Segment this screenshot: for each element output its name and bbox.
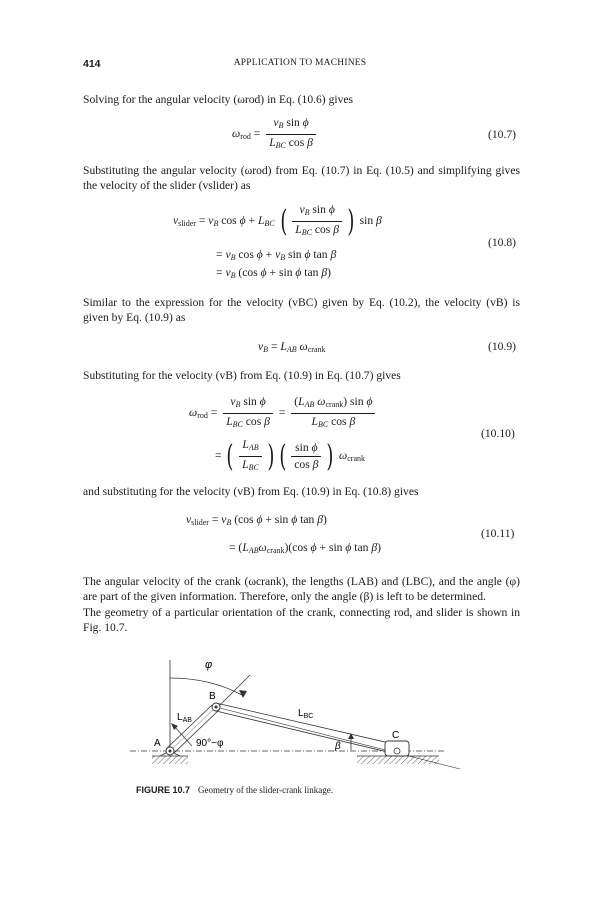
point-a-label: A xyxy=(154,738,161,749)
point-b-label: B xyxy=(209,691,216,702)
point-c-label: C xyxy=(392,730,400,741)
equation-10-11-line-2: = $(L_{AB}\omega_{crank})(\cos$ ϕ + sin ϕ tan β) xyxy=(229,541,381,555)
running-title: APPLICATION TO MACHINES xyxy=(233,58,367,68)
equation-number: (10.11) xyxy=(481,527,515,540)
paragraph-7: The geometry of a particular orientation of the crank, connecting rod, and slider is shown in Fig. 10.7. xyxy=(83,606,520,634)
ground-hatch-slider xyxy=(357,756,439,764)
paragraph-4: Substituting for the velocity (vB) from Eq. (10.9) in Eq. (10.7) gives xyxy=(83,369,401,382)
ground-hatch-a xyxy=(152,756,188,764)
equation-number: (10.8) xyxy=(488,236,517,249)
phi-arrow-line xyxy=(220,675,250,705)
lab-label: $L_{AB}$ xyxy=(177,712,192,724)
equation-10-9: $v_B = L_{AB}$ $\omega_{crank}$ xyxy=(258,340,326,354)
equation-10-7: $\omega_{rod}$ = $\frac{v_B \sin \phi}{L_{BC} \cos \beta}$ xyxy=(232,116,319,153)
paragraph-5: and substituting for the velocity (vB) from Eq. (10.9) in Eq. (10.8) gives xyxy=(83,485,419,498)
page-number: 414 xyxy=(83,58,101,70)
equation-10-10-line-2: = ( $\frac{L_{AB}}{L_{BC}}$ ) ( $\frac{\text{sin ϕ}}{\text{cos β}}$ ) $\omega_{crank}$ xyxy=(215,438,365,474)
figure-caption xyxy=(136,785,333,795)
rod-link-edge xyxy=(216,703,398,745)
paragraph-2: Substituting the angular velocity (ωrod) from Eq. (10.7) in Eq. (10.5) and simplifying gives the velocity of the slider (vslider) as xyxy=(83,164,520,192)
equation-number: (10.10) xyxy=(481,427,515,440)
equation-10-8-line-2: = $v_B$ $\cos \phi + v_B$ sin ϕ tan β xyxy=(216,248,337,262)
phi-label: φ xyxy=(205,659,213,671)
paragraph-3: Similar to the expression for the velocity (vBC) given by Eq. (10.2), the velocity (vB) is given by Eq. (10.9) as xyxy=(83,296,520,324)
figure-caption-text: Geometry of the slider-crank linkage. xyxy=(198,785,334,795)
slider-crank-figure xyxy=(130,650,470,780)
equation-number: (10.9) xyxy=(488,340,517,353)
angle-label: 90°−φ xyxy=(196,738,224,749)
equation-10-10-line-1: $\omega_{rod}$ = $\frac{v_B \sin \phi}{L_{BC} \cos \beta}$ = $\frac{(L_{AB} \omega_{crank}) \sin \phi}{L_{BC} \cos \beta}$ xyxy=(189,395,378,432)
paragraph-1: Solving for the angular velocity (ωrod) in Eq. (10.6) gives xyxy=(83,93,354,106)
figure-caption-label: FIGURE 10.7 xyxy=(136,785,191,795)
equation-number: (10.7) xyxy=(488,128,517,141)
angle-arrow-line xyxy=(174,726,192,746)
equation-10-8-line-1: $v_{slider} = v_B$ $\cos \phi + L_{BC}$ ( $\frac{v_B \sin \phi}{L_{BC} \cos \beta}$ ) sin β xyxy=(173,203,382,239)
equation-10-8-line-3: = $v_B$ (cos ϕ + sin ϕ tan β) xyxy=(216,266,332,280)
pin-c xyxy=(394,748,400,754)
beta-label: β xyxy=(335,741,341,752)
equation-10-11-line-1: $v_{slider} = v_B$ (cos ϕ + sin ϕ tan β) xyxy=(186,513,327,527)
paragraph-6: The angular velocity of the crank (ωcrank), the lengths (LAB) and (LBC), and the angle (φ) are part of the given information. Therefore, only the angle (β) is left to be determined. xyxy=(83,575,520,603)
lbc-label: $L_{BC}$ xyxy=(298,708,314,720)
phi-arc xyxy=(170,678,242,695)
